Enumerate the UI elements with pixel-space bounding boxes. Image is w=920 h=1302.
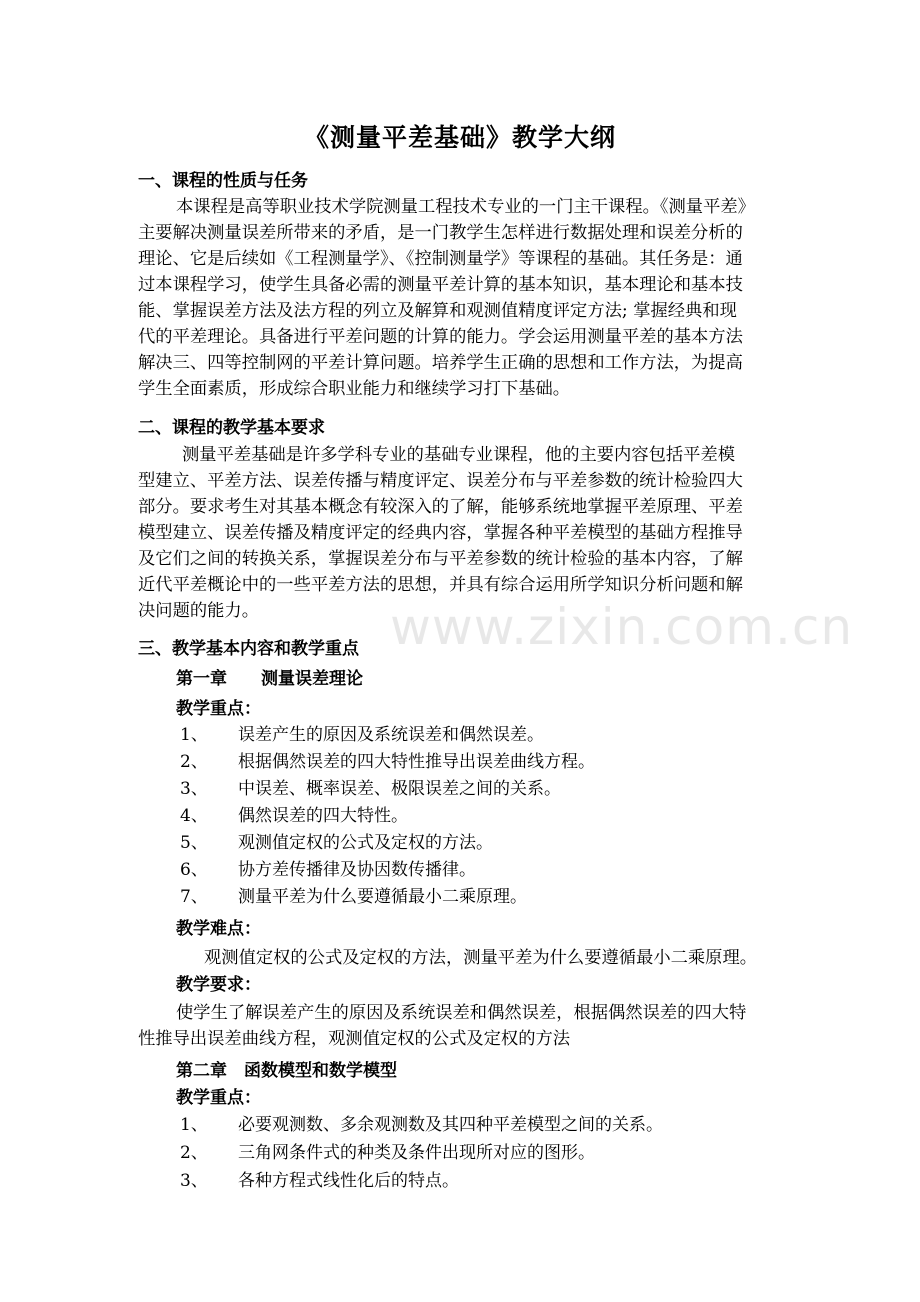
paragraph-line: 理论、它是后续如《工程测量学》、《控制测量学》等课程的基础。其任务是：通: [138, 249, 743, 269]
paragraph-line: 使学生了解误差产生的原因及系统误差和偶然误差，根据偶然误差的四大特: [176, 1003, 747, 1023]
list-item-text: 各种方程式线性化后的特点。: [238, 1171, 459, 1191]
paragraph-line: 决问题的能力。: [138, 601, 259, 621]
paragraph-line: 测量平差基础是许多学科专业的基础专业课程，他的主要内容包括平差模: [182, 445, 736, 465]
paragraph-line: 代的平差理论。具备进行平差问题的计算的能力。学会运用测量平差的基本方法: [138, 327, 743, 347]
list-item-text: 根据偶然误差的四大特性推导出误差曲线方程。: [238, 752, 595, 772]
paragraph-line: 本课程是高等职业技术学院测量工程技术专业的一门主干课程。《测量平差》: [176, 197, 755, 217]
list-item-text: 误差产生的原因及系统误差和偶然误差。: [238, 725, 544, 745]
list-item-number: 5、: [180, 833, 208, 853]
paragraph-line: 模型建立、误差传播及精度评定的经典内容，掌握各种平差模型的基础方程推导: [138, 523, 743, 543]
chapter-2-focus-label: 教学重点：: [176, 1088, 261, 1108]
list-item-number: 7、: [180, 887, 208, 907]
list-item-number: 1、: [180, 1115, 208, 1135]
list-item-text: 观测值定权的公式及定权的方法。: [238, 833, 493, 853]
paragraph-line: 学生全面素质，形成综合职业能力和继续学习打下基础。: [138, 379, 571, 399]
list-item-number: 2、: [180, 752, 208, 772]
watermark: www.zixin.com.cn: [390, 598, 854, 656]
chapter-1-title: 第一章 测量误差理论: [176, 669, 363, 689]
paragraph-line: 及它们之间的转换关系，掌握误差分布与平差参数的统计检验的基本内容，了解: [138, 549, 743, 569]
chapter-1-focus-label: 教学重点：: [176, 699, 261, 719]
chapter-1-requirement-label: 教学要求：: [176, 975, 261, 995]
paragraph-line: 能、掌握误差方法及法方程的列立及解算和观测值精度评定方法; 掌握经典和现: [138, 301, 737, 321]
list-item-text: 协方差传播律及协因数传播律。: [238, 860, 476, 880]
paragraph-line: 近代平差概论中的一些平差方法的思想，并具有综合运用所学知识分析问题和解: [138, 575, 743, 595]
section-3-heading: 三、教学基本内容和教学重点: [138, 639, 359, 659]
paragraph-line: 性推导出误差曲线方程，观测值定权的公式及定权的方法: [138, 1029, 571, 1049]
document-title: 《测量平差基础》教学大纲: [303, 123, 616, 152]
chapter-1-difficulty-text: 观测值定权的公式及定权的方法，测量平差为什么要遵循最小二乘原理。: [204, 948, 758, 968]
chapter-2-title: 第二章 函数模型和数学模型: [176, 1061, 397, 1081]
list-item-text: 中误差、概率误差、极限误差之间的关系。: [238, 779, 561, 799]
list-item-number: 1、: [180, 725, 208, 745]
paragraph-line: 过本课程学习，使学生具备必需的测量平差计算的基本知识，基本理论和基本技: [138, 275, 743, 295]
list-item-number: 4、: [180, 806, 208, 826]
list-item-number: 3、: [180, 779, 208, 799]
list-item-text: 偶然误差的四大特性。: [238, 806, 408, 826]
paragraph-line: 型建立、平差方法、误差传播与精度评定、误差分布与平差参数的统计检验四大: [138, 471, 743, 491]
section-2-heading: 二、课程的教学基本要求: [138, 418, 325, 438]
list-item-number: 6、: [180, 860, 208, 880]
chapter-1-difficulty-label: 教学难点：: [176, 919, 261, 939]
list-item-text: 必要观测数、多余观测数及其四种平差模型之间的关系。: [238, 1115, 663, 1135]
list-item-text: 三角网条件式的种类及条件出现所对应的图形。: [238, 1143, 595, 1163]
list-item-number: 2、: [180, 1143, 208, 1163]
paragraph-line: 解决三、四等控制网的平差计算问题。培养学生正确的思想和工作方法，为提高: [138, 353, 743, 373]
paragraph-line: 主要解决测量误差所带来的矛盾，是一门教学生怎样进行数据处理和误差分析的: [138, 223, 743, 243]
section-1-heading: 一、课程的性质与任务: [138, 171, 308, 191]
paragraph-line: 部分。要求考生对其基本概念有较深入的了解，能够系统地掌握平差原理、平差: [138, 497, 743, 517]
list-item-text: 测量平差为什么要遵循最小二乘原理。: [238, 887, 527, 907]
list-item-number: 3、: [180, 1171, 208, 1191]
